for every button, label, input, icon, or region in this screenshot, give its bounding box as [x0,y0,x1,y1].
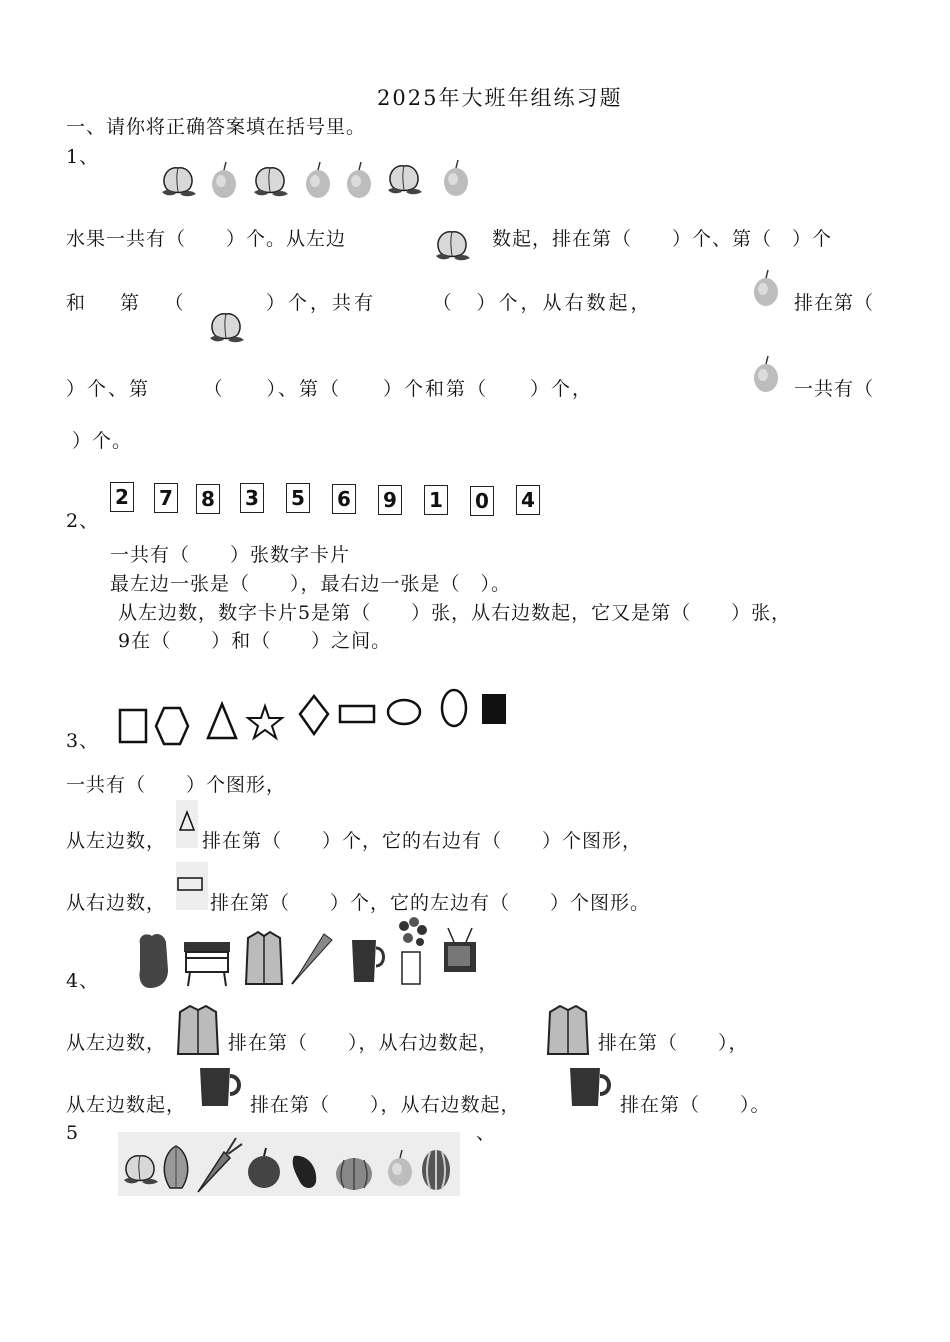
triangle-thumbnail [176,800,198,848]
mug-icon [352,940,384,982]
rectangle-icon [176,862,208,910]
digit-card: 3 [240,483,264,513]
produce-row [118,1132,460,1196]
pear-icon [388,1150,412,1186]
pear-icon [212,162,236,198]
question-number-3: 3、 [66,730,100,752]
desk-icon [184,942,230,986]
q4-line1-a: 从左边数， [66,1032,167,1054]
q3-line1: 一共有（ ）个图形， [66,774,287,796]
q1-line2-a: 和 第 （ [66,292,192,314]
carrot-icon [198,1138,242,1192]
mug-icon [196,1064,246,1110]
peach-icon [162,168,196,196]
square-icon [120,710,146,742]
eggplant-icon [293,1156,317,1188]
q2-line1: 一共有（ ）张数字卡片 [110,544,351,566]
digit-card: 4 [516,485,540,515]
section-heading: 一、请你将正确答案填在括号里。 [66,116,367,138]
q1-line4: ）个。 [72,430,133,452]
glove-icon [139,934,168,988]
digit-card: 8 [196,484,220,514]
diamond-icon [300,696,328,734]
coat-icon [246,932,282,984]
digit-card: 5 [286,483,310,513]
digit-card-row [110,482,550,518]
q2-line4: 9在（ ）和（ ）之间。 [118,630,392,652]
pumpkin-icon [336,1158,372,1190]
triangle-icon [208,704,236,738]
mug-icon [566,1064,616,1110]
q4-line1-c: 排在第（ ）， [598,1032,749,1054]
q3-line3-b: 排在第（ ）个，它的左边有（ ）个图形。 [210,892,651,914]
star-icon [248,706,282,738]
digit-card: 9 [378,485,402,515]
q1-line2-c: 排在第（ [794,292,875,314]
question-number-2: 2、 [66,510,100,532]
coat-icon [176,1004,222,1056]
pear-icon [750,262,784,308]
coat-icon [546,1004,592,1056]
peach-icon [430,218,474,262]
watermelon-icon [422,1150,450,1190]
peach-icon [124,1156,158,1184]
hexagon-icon [156,708,188,744]
q1-line1-a: 水果一共有（ ）个。从左边 [66,228,347,250]
q4-line2-c: 排在第（ ）。 [620,1094,771,1116]
q2-line3: 从左边数，数字卡片5是第（ ）张，从右边数起，它又是第（ ）张， [118,602,792,624]
pear-icon [750,348,784,394]
peach-icon [254,168,288,196]
q1-line3-a: ）个、第 （ ）、第（ ）个和第（ ）个， [66,378,594,400]
digit-card: 7 [154,483,178,513]
pear-icon [347,162,371,198]
question-number-4: 4、 [66,970,100,992]
shape-row [112,688,522,748]
q1-line3-b: 一共有（ [794,378,875,400]
q1-line2-b: ）个，共有 （ ）个，从右数起， [266,292,653,314]
oval-icon [442,690,466,726]
cabbage-icon [164,1146,187,1188]
fruit-row [150,150,480,202]
filled-square-icon [482,694,506,724]
q4-line2-a: 从左边数起， [66,1094,187,1116]
digit-card: 2 [110,482,134,512]
flower-vase-icon [399,917,427,984]
triangle-icon [176,800,198,848]
q2-line2: 最左边一张是（ ），最右边一张是（ ）。 [110,573,512,595]
digit-card: 0 [470,486,494,516]
page-title: 2025年大班年组练习题 [377,86,623,110]
question-number-5: 5 [66,1122,80,1144]
q1-line1-b: 数起，排在第（ ）个、第（ ）个 [492,228,833,250]
ellipse-icon [388,700,420,724]
object-row [132,912,484,992]
pear-icon [444,160,468,196]
rectangle-icon [340,706,374,722]
rectangle-thumbnail [176,862,208,910]
tv-icon [444,928,476,972]
apple-icon [248,1148,280,1188]
pear-icon [306,162,330,198]
digit-card: 1 [424,485,448,515]
q3-line3-a: 从右边数， [66,892,167,914]
q5-mark: 、 [476,1122,497,1144]
question-number-1: 1、 [66,146,100,168]
peach-icon [204,300,248,344]
q4-line2-b: 排在第（ ），从右边数起， [250,1094,521,1116]
umbrella-icon [292,934,332,984]
peach-icon [388,166,422,194]
q3-line2-a: 从左边数， [66,830,167,852]
digit-card: 6 [332,484,356,514]
q4-line1-b: 排在第（ ），从右边数起， [228,1032,499,1054]
q3-line2-b: 排在第（ ）个，它的右边有（ ）个图形， [202,830,643,852]
